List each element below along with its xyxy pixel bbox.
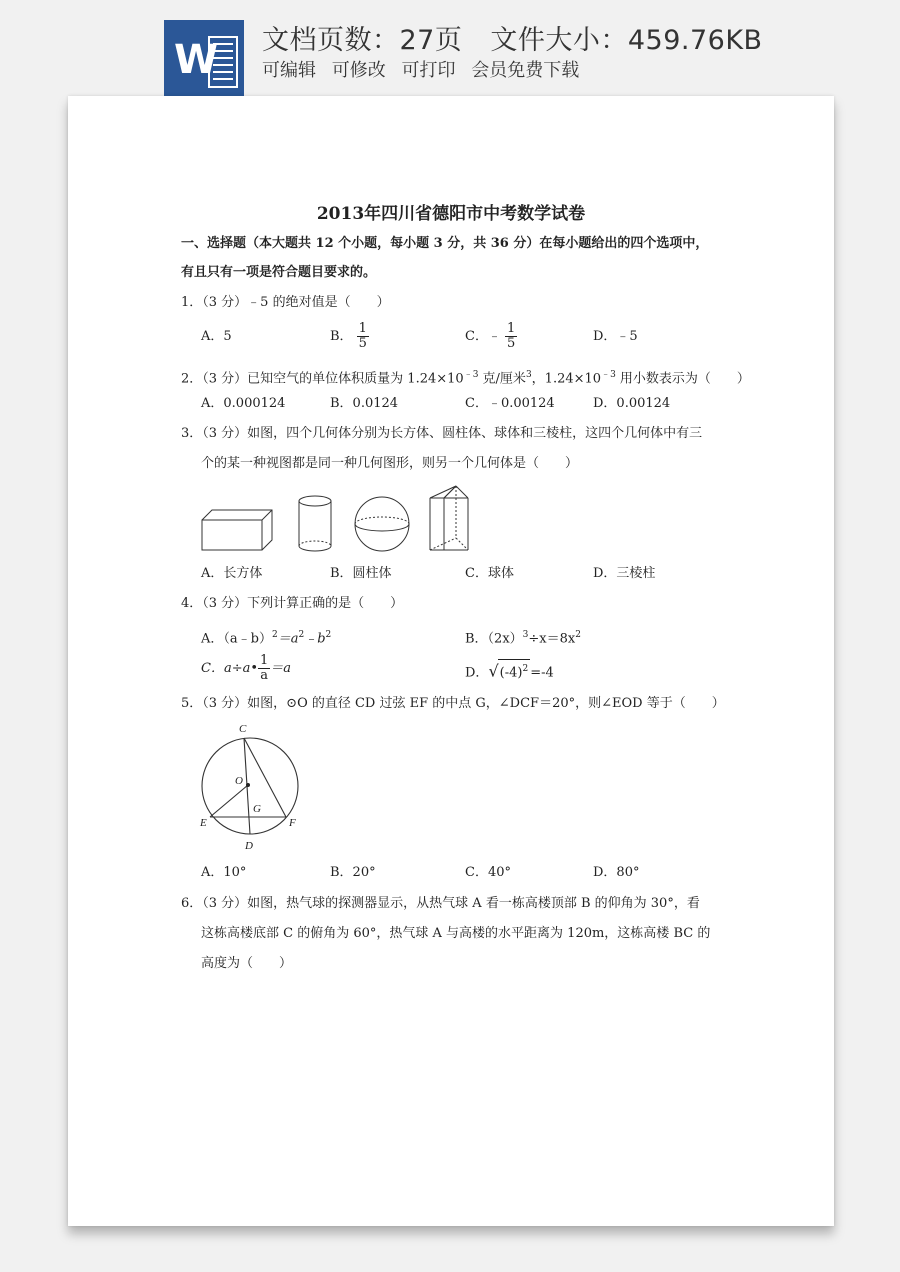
denominator: a xyxy=(260,668,269,683)
numerator: 1 xyxy=(358,321,367,336)
q5-circle-figure xyxy=(192,720,308,856)
q4-d-prefix: D． xyxy=(465,665,489,681)
q4-a-rest: ＝a xyxy=(277,631,299,647)
question-2-stem xyxy=(181,366,750,388)
q2-exponent-1: ﹣3 xyxy=(463,370,479,380)
feature-printable: 可打印 xyxy=(401,60,456,81)
q5-option-a: A．10° xyxy=(201,865,247,880)
q4-d-exp: 2 xyxy=(522,664,529,674)
q4-b-exp2: 2 xyxy=(575,630,581,640)
feature-modifiable: 可修改 xyxy=(331,60,386,81)
q4-option-a xyxy=(201,626,331,648)
denominator: 5 xyxy=(358,336,367,351)
section-heading-line2: 有且只有一项是符合题目要求的。 xyxy=(181,265,377,280)
q2-exponent-3: ﹣3 xyxy=(601,370,616,380)
word-document-icon xyxy=(164,20,244,96)
q3-option-d: D．三棱柱 xyxy=(593,566,656,581)
point-g-label: G xyxy=(253,803,261,815)
question-1-stem: 1．（3 分）﹣5 的绝对值是（ ） xyxy=(181,295,390,310)
q2-stem-part4: 用小数表示为（ ） xyxy=(615,371,750,387)
document-page xyxy=(68,96,834,1226)
point-c-label: C xyxy=(239,723,247,735)
q1-option-c xyxy=(465,322,517,351)
q5-option-c: C．40° xyxy=(465,865,511,880)
triangular-prism-figure xyxy=(428,484,470,554)
q2-option-d: D．0.00124 xyxy=(593,396,671,411)
q4-d-radicand xyxy=(498,659,531,682)
q2-option-a: A．0.000124 xyxy=(201,396,286,411)
point-e-label: E xyxy=(200,817,207,829)
file-info-banner xyxy=(0,0,900,96)
q2-stem-part1: 2．（3 分）已知空气的单位体积质量为 1.24×10 xyxy=(181,371,464,387)
feature-member-download: 会员免费下载 xyxy=(471,60,580,81)
q4-d-rest: =-4 xyxy=(530,665,554,681)
q4-d-rad: (-4) xyxy=(499,665,523,681)
q3-option-a: A．长方体 xyxy=(201,566,263,581)
point-d-label: D xyxy=(245,840,253,852)
sphere-figure xyxy=(353,495,411,553)
numerator: 1 xyxy=(260,653,269,668)
feature-editable: 可编辑 xyxy=(262,60,316,81)
q4-option-c xyxy=(201,654,291,683)
q1-option-b xyxy=(330,322,369,351)
q1-option-b-prefix: B． xyxy=(330,329,353,344)
question-5-stem: 5．（3 分）如图，⊙O 的直径 CD 过弦 EF 的中点 G，∠DCF＝20°，则∠EOD 等于（ ） xyxy=(181,696,725,711)
q5-option-d: D．80° xyxy=(593,865,640,880)
file-stats xyxy=(262,18,791,57)
q2-option-b: B．0.0124 xyxy=(330,396,399,411)
q1-option-d: D．﹣5 xyxy=(593,329,638,344)
q4-b-exp: 3 xyxy=(522,630,529,640)
page-title: 2013年四川省德阳市中考数学试卷 xyxy=(316,204,586,224)
q4-option-d xyxy=(465,659,554,682)
section-heading-line1: 一、选择题（本大题共 12 个小题，每小题 3 分，共 36 分）在每小题给出的四个选项中， xyxy=(181,236,709,251)
q4-c-prefix: C．a÷a• xyxy=(201,661,259,676)
file-size: 文件大小：459.76KB xyxy=(490,25,763,56)
q3-option-b: B．圆柱体 xyxy=(330,566,392,581)
q2-stem-part3: ，1.24×10 xyxy=(531,371,602,387)
word-letter: W xyxy=(174,37,219,83)
question-6-line1: 6．（3 分）如图，热气球的探测器显示，从热气球 A 看一栋高楼顶部 B 的仰角为 30°，看 xyxy=(181,896,700,911)
feature-list xyxy=(262,56,589,82)
q4-option-b xyxy=(465,626,581,648)
radical-sign-icon: √ xyxy=(488,661,499,681)
q1-option-c-prefix: C．﹣ xyxy=(465,329,501,344)
question-6-line3: 高度为（ ） xyxy=(201,956,293,971)
q4-a-rest2: ﹣b xyxy=(304,631,326,647)
question-3-line2: 个的某一种视图都是同一种几何图形，则另一个几何体是（ ） xyxy=(201,456,579,471)
q5-option-b: B．20° xyxy=(330,865,376,880)
q1-option-b-fraction xyxy=(357,322,369,351)
q1-option-a: A．5 xyxy=(201,329,232,344)
point-o-label: O xyxy=(235,775,243,787)
numerator: 1 xyxy=(506,321,516,336)
q4-a-exp: 2 xyxy=(271,630,278,640)
question-6-line2: 这栋高楼底部 C 的俯角为 60°，热气球 A 与高楼的水平距离为 120m，这栋高楼 BC 的 xyxy=(201,926,711,941)
question-4-stem: 4．（3 分）下列计算正确的是（ ） xyxy=(181,596,404,611)
q4-a-exp3: 2 xyxy=(325,630,332,640)
q4-c-rest: ＝a xyxy=(270,661,292,676)
denominator: 5 xyxy=(506,336,516,351)
cylinder-figure xyxy=(297,494,333,554)
q2-option-c: C．﹣0.00124 xyxy=(465,396,555,411)
q4-b-rest: ÷x＝8x xyxy=(528,631,576,647)
cuboid-figure xyxy=(201,508,275,552)
q1-option-c-fraction xyxy=(505,322,517,351)
q4-a-exp2: 2 xyxy=(298,630,305,640)
q2-stem-part2: 克/厘米 xyxy=(478,371,526,387)
q3-option-c: C．球体 xyxy=(465,566,514,581)
q4-a-text: A．（a﹣b） xyxy=(201,631,272,647)
q4-b-text: B．（2x） xyxy=(465,631,523,647)
q4-c-fraction xyxy=(258,654,270,683)
point-f-label: F xyxy=(289,817,296,829)
question-3-line1: 3．（3 分）如图，四个几何体分别为长方体、圆柱体、球体和三棱柱，这四个几何体中有三 xyxy=(181,426,703,441)
q2-exponent-2: 3 xyxy=(525,370,532,380)
page-count: 文档页数：27页 xyxy=(262,25,463,56)
